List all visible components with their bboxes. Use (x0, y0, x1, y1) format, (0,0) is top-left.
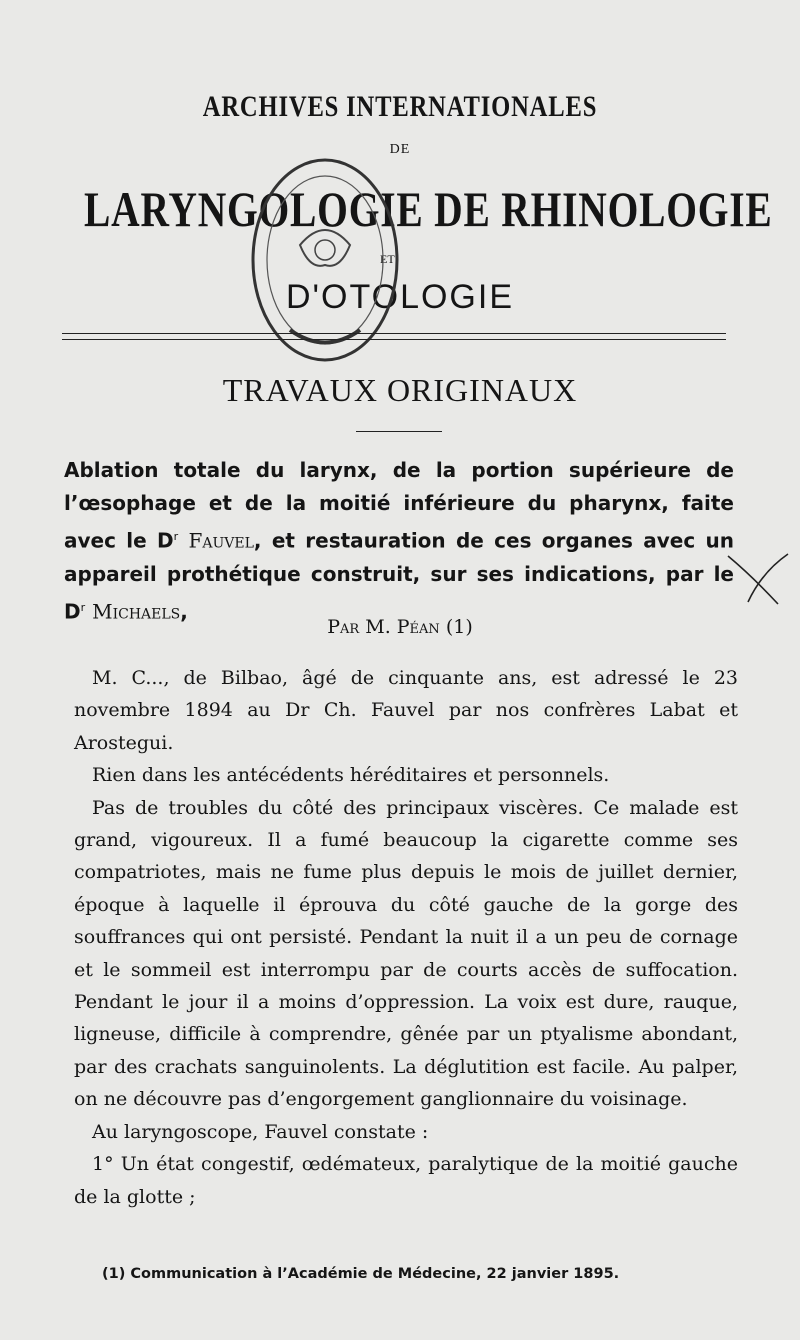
article-title-part3: , (180, 599, 188, 624)
article-title-dr-sup-1: r (173, 530, 179, 543)
article-title-dr-sup-2: r (80, 600, 86, 614)
article-title-part1: Ablation totale du larynx, de la portion supérieure de l’œsophage et de la moitié inférieure du pharynx, faite avec le D (64, 458, 734, 553)
article-title (64, 454, 734, 628)
journal-title-connector: DE (389, 142, 411, 157)
margin-cross-mark-icon (722, 548, 794, 608)
library-stamp-icon (240, 150, 410, 370)
body-paragraph: M. C..., de Bilbao, âgé de cinquante ans, est adressé le 23 novembre 1894 au Dr Ch. Fauvel par nos confrères Labat et Arostegui. (74, 667, 738, 754)
masthead-rule-bottom (62, 339, 726, 340)
article-title-name-1: Fauvel (188, 528, 254, 553)
journal-title-line2: LARYNGOLOGIE DE RHINOLOGIE (84, 181, 773, 237)
body-paragraph: Au laryngoscope, Fauvel constate : (92, 1120, 429, 1143)
section-title: TRAVAUX ORIGINAUX (222, 372, 578, 408)
article-title-name-2: Michaels (92, 599, 181, 624)
article-body (74, 662, 738, 1213)
body-paragraph: 1° Un état congestif, œdémateux, paralytique de la moitié gauche de la glotte ; (74, 1153, 738, 1208)
body-paragraph: Pas de troubles du côté des principaux viscères. Ce malade est grand, vigoureux. Il a fumé beaucoup la cigarette comme ses compatriotes, mais ne fume plus depuis le mois de juillet dernier, époque à laquelle il éprouva du côté gauche de la gorge des souffrances qui ont persisté. Pendant la nuit il a un peu de cornage et le sommeil est interrompu par de courts accès de suffocation. Pendant le jour il a moins d’oppression. La voix est dure, rauque, ligneuse, difficile à comprendre, gênée par un ptyalisme abondant, par des crachats sanguinolents. La déglutition est facile. Au palper, on ne découvre pas d’engorgement ganglionnaire du voisinage. (74, 796, 738, 1111)
body-paragraph: Rien dans les antécédents héréditaires et personnels. (92, 764, 610, 787)
journal-title-line3: D'OTOLOGIE (285, 278, 515, 316)
section-rule (356, 431, 442, 432)
journal-title-et: ET (380, 252, 395, 266)
masthead-rule-top (62, 333, 726, 334)
journal-title-line1: ARCHIVES INTERNATIONALES (202, 90, 598, 123)
footnote: (1) Communication à l’Académie de Médecine, 22 janvier 1895. (102, 1266, 620, 1282)
article-byline: Par M. Péan (1) (327, 616, 473, 638)
article-title-part2: , et restauration de ces organes avec un appareil prothétique construit, sur ses indications, par le D (64, 528, 735, 624)
